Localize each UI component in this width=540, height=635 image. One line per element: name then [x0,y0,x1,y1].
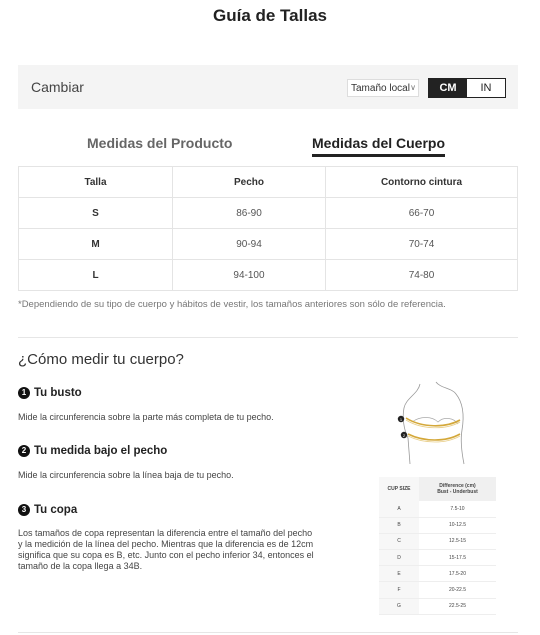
divider [18,337,518,338]
difference-cell: 17.5-20 [419,566,496,582]
step-number-icon: 2 [18,445,30,457]
difference-cell: 7.5-10 [419,501,496,517]
size-cell: L [19,260,173,291]
unit-toggle[interactable] [428,78,506,98]
cup-cell: C [379,533,419,549]
step-number-icon: 3 [18,504,30,516]
cup-cell: B [379,517,419,533]
size-system-value: Tamaño local [351,83,410,94]
step-cup-description [18,528,314,572]
how-to-measure-title: ¿Cómo medir tu cuerpo? [18,351,184,368]
tab-product-measurements[interactable]: Medidas del Producto [87,135,233,151]
table-header-row [19,167,518,198]
step-title: Tu busto [34,387,82,399]
step-bust-heading [18,387,82,399]
table-row [379,582,496,598]
difference-cell: 20-22.5 [419,582,496,598]
cup-cell: G [379,598,419,614]
step-underbust-description [18,470,234,481]
change-label: Cambiar [31,79,84,95]
bust-cell: 90-94 [173,229,326,260]
marker-2-label: 2 [402,433,406,438]
description-line: y la medición de la línea del pecho. Mientras que la diferencia es de 12cm [18,539,314,549]
table-row [19,198,518,229]
size-table [18,166,518,291]
difference-cell: 10-12.5 [419,517,496,533]
cup-cell: F [379,582,419,598]
cup-cell: D [379,550,419,566]
table-row [379,566,496,582]
unit-cm-button[interactable]: CM [429,79,467,97]
column-header: Contorno cintura [326,167,518,198]
marker-1-label: 1 [399,417,403,422]
column-header-line: Difference (cm) [439,483,476,489]
table-row [19,260,518,291]
description-line: Mide la circunferencia sobre la parte más completa de tu pecho. [18,412,274,422]
unit-toolbar [18,65,518,109]
difference-cell: 12.5-15 [419,533,496,549]
step-number-icon: 1 [18,387,30,399]
unit-in-button[interactable]: IN [480,82,492,94]
column-header: CUP SIZE [379,477,419,501]
tab-body-measurements[interactable] [312,135,445,151]
column-header: Pecho [173,167,326,198]
page-title: Guía de Tallas [212,6,327,25]
size-cell: S [19,198,173,229]
table-row [379,517,496,533]
column-header: Talla [19,167,173,198]
waist-cell: 74-80 [326,260,518,291]
cup-cell: A [379,501,419,517]
table-row [379,533,496,549]
size-cell: M [19,229,173,260]
torso-measurement-illustration [392,378,472,468]
difference-cell: 22.5-25 [419,598,496,614]
active-tab-underline [312,154,445,157]
difference-cell: 15-17.5 [419,550,496,566]
waist-cell: 70-74 [326,229,518,260]
bust-cell: 86-90 [173,198,326,229]
table-row [379,598,496,614]
step-bust-description [18,412,274,423]
waist-cell: 66-70 [326,198,518,229]
step-underbust-heading [18,445,167,457]
description-line: significa que su copa es B, etc. Junto con el pecho inferior 34, entonces el [18,550,314,560]
description-line: tamaño de la copa llega a 34B. [18,561,143,571]
table-row [379,550,496,566]
cup-size-table [379,477,496,615]
divider [18,632,518,633]
table-header-row [379,477,496,501]
description-line: Los tamaños de copa representan la diferencia entre el tamaño del pecho [18,528,313,538]
table-row [379,501,496,517]
cup-cell: E [379,566,419,582]
step-title: Tu medida bajo el pecho [34,445,168,457]
column-header-line: Bust - Underbust [437,489,478,495]
table-row [19,229,518,260]
step-cup-heading [18,504,77,516]
chevron-down-icon: ∨ [410,83,416,92]
step-title: Tu copa [34,504,78,516]
description-line: Mide la circunferencia sobre la línea baja de tu pecho. [18,470,234,480]
tab-body-label: Medidas del Cuerpo [312,135,446,151]
column-header [419,477,496,501]
reference-note: *Dependiendo de su tipo de cuerpo y hábitos de vestir, los tamaños anteriores son sólo de referencia. [18,299,446,310]
bust-cell: 94-100 [173,260,326,291]
size-system-select[interactable] [347,79,419,97]
